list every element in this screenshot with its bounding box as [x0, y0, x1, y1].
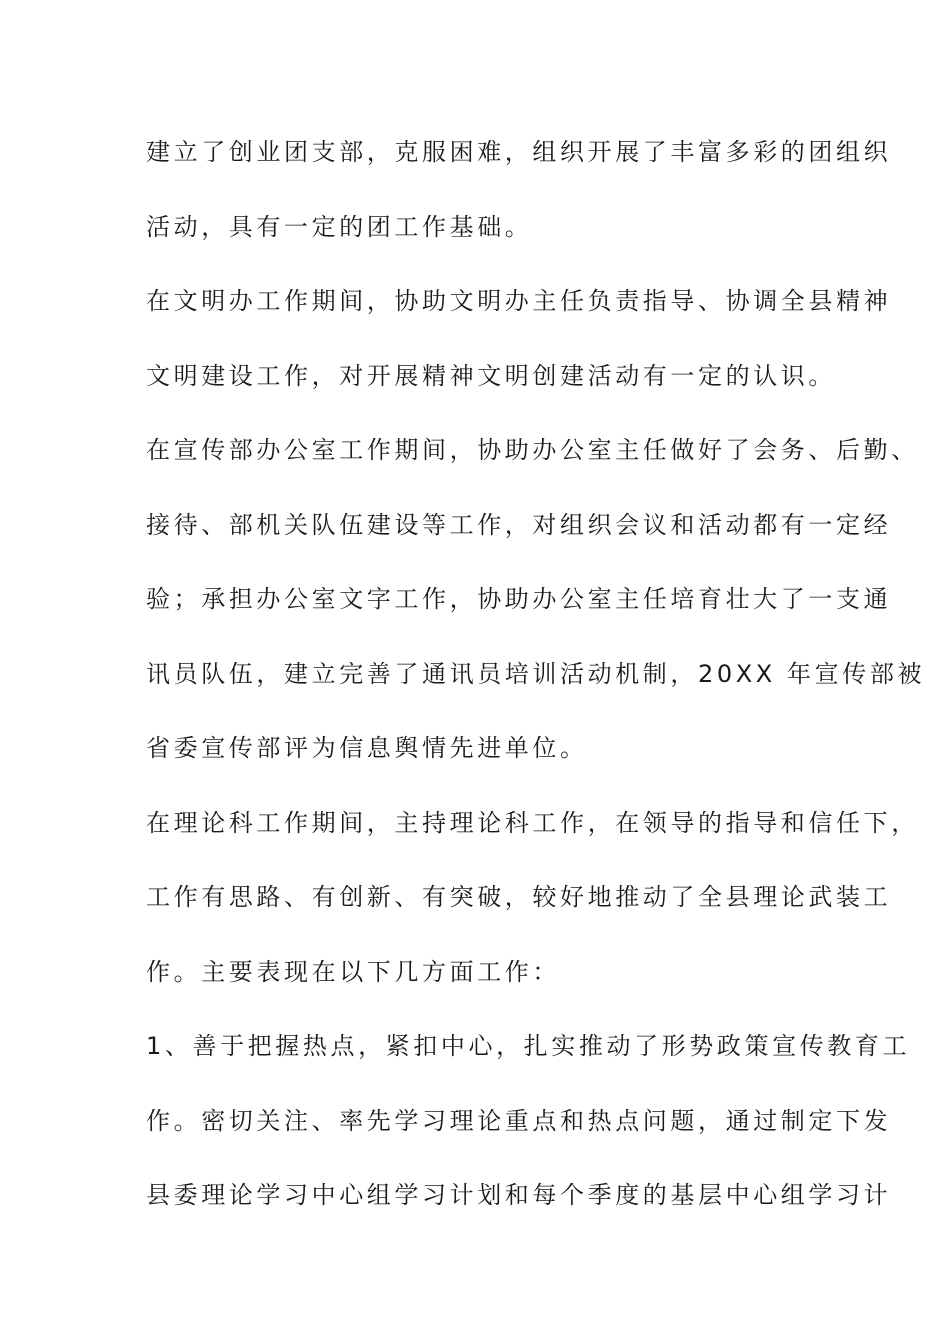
text-line: 活动，具有一定的团工作基础。 [146, 213, 533, 241]
text-line: 在宣传部办公室工作期间，协助办公室主任做好了会务、后勤、 [146, 436, 919, 464]
text-line: 县委理论学习中心组学习计划和每个季度的基层中心组学习计 [146, 1181, 892, 1209]
text-line: 验；承担办公室文字工作，协助办公室主任培育壮大了一支通 [146, 585, 892, 613]
text-line: 作。主要表现在以下几方面工作： [146, 958, 560, 986]
text-line: 1、善于把握热点，紧扣中心，扎实推动了形势政策宣传教育工 [146, 1032, 911, 1060]
text-line: 工作有思路、有创新、有突破，较好地推动了全县理论武装工 [146, 883, 892, 911]
text-line: 文明建设工作，对开展精神文明创建活动有一定的认识。 [146, 362, 836, 390]
text-line: 作。密切关注、率先学习理论重点和热点问题，通过制定下发 [146, 1107, 892, 1135]
text-line: 在理论科工作期间，主持理论科工作，在领导的指导和信任下， [146, 809, 919, 837]
text-line: 建立了创业团支部，克服困难，组织开展了丰富多彩的团组织 [146, 138, 892, 166]
text-line: 讯员队伍，建立完善了通讯员培训活动机制，20XX 年宣传部被 [146, 660, 926, 688]
text-line: 省委宣传部评为信息舆情先进单位。 [146, 734, 588, 762]
text-line: 接待、部机关队伍建设等工作，对组织会议和活动都有一定经 [146, 511, 892, 539]
text-line: 在文明办工作期间，协助文明办主任负责指导、协调全县精神 [146, 287, 892, 315]
